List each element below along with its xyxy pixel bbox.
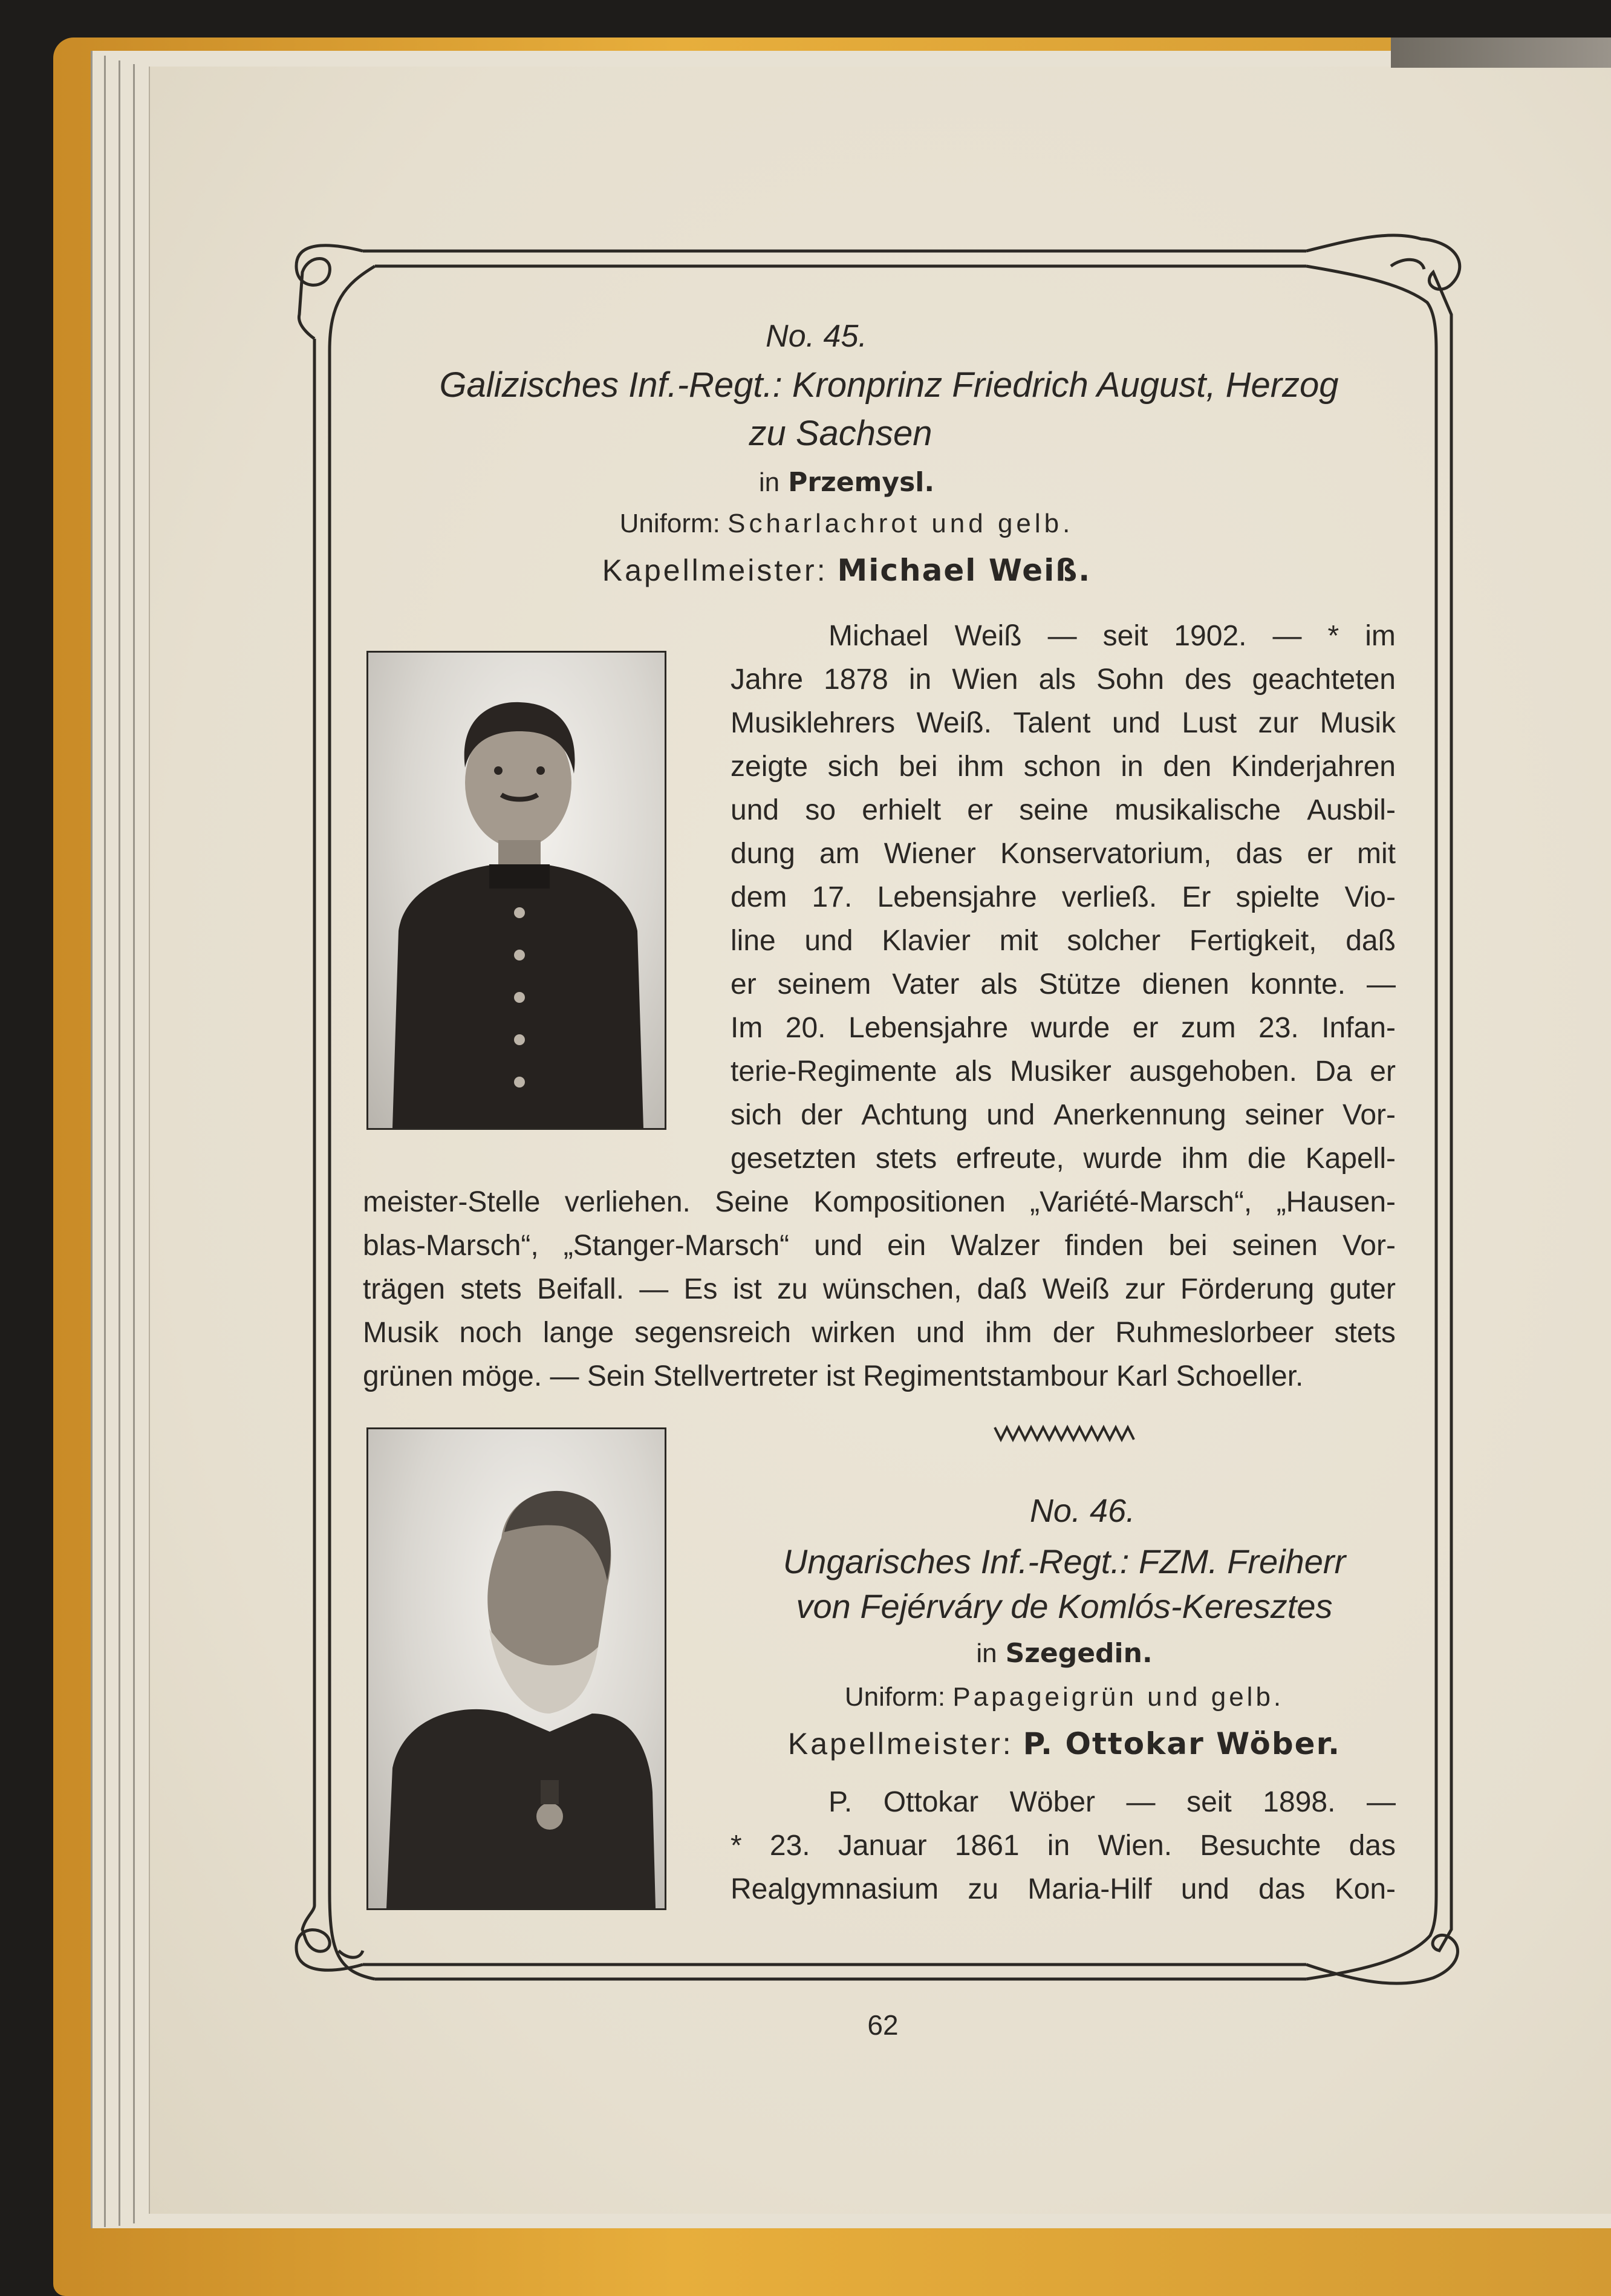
entry-45-text-line xyxy=(731,832,1396,876)
word: zeigte xyxy=(731,751,809,783)
word: in xyxy=(908,664,932,696)
word: in xyxy=(1047,1830,1070,1862)
word: — xyxy=(1366,1786,1396,1818)
word: dung xyxy=(731,838,795,870)
word: er xyxy=(1370,1055,1396,1088)
entry-45-title-line1: Galizisches Inf.-Regt.: Kronprinz Friedrich August, Herzog xyxy=(439,365,1339,405)
word: Stütze xyxy=(1038,968,1121,1000)
word: Im xyxy=(731,1012,763,1044)
entry-45-text-line xyxy=(731,1094,1396,1137)
portrait-illustration xyxy=(368,1429,665,1908)
entry-45-uniform-line xyxy=(544,506,1149,542)
word: ihm xyxy=(1181,1143,1229,1175)
word: als xyxy=(954,1055,992,1088)
word: die xyxy=(1247,1143,1286,1175)
word: als xyxy=(980,968,1018,1000)
word: Förderung xyxy=(1180,1273,1315,1305)
word: mit xyxy=(1357,838,1396,870)
word: Seine xyxy=(715,1186,789,1218)
word: Vater xyxy=(892,968,960,1000)
word: er xyxy=(1307,838,1333,870)
word: schon xyxy=(1023,751,1101,783)
word: Wien xyxy=(952,664,1018,696)
entry-45-number: No. 45. xyxy=(766,319,867,354)
word: Musik xyxy=(363,1317,439,1349)
entry-45-text-line xyxy=(731,1006,1396,1050)
word: dem xyxy=(731,881,787,913)
word: wurde xyxy=(1030,1012,1110,1044)
word: Kinderjahren xyxy=(1231,751,1396,783)
word: Infan- xyxy=(1321,1012,1396,1044)
word: verließ. xyxy=(1061,881,1157,913)
word: Da xyxy=(1315,1055,1352,1088)
word: er xyxy=(1132,1012,1159,1044)
word: 1878 xyxy=(824,664,888,696)
word: Maria-Hilf xyxy=(1027,1873,1152,1905)
entry-45-text-line xyxy=(731,745,1396,789)
word: noch xyxy=(459,1317,522,1349)
entry-45-text-line xyxy=(363,1224,1396,1268)
word: bei xyxy=(1168,1230,1208,1262)
word: daß xyxy=(1346,925,1396,957)
word: 1898. xyxy=(1263,1786,1336,1818)
word: in xyxy=(1121,751,1144,783)
word: seit xyxy=(1102,620,1148,652)
entry-45-text-line xyxy=(363,1268,1396,1311)
word: wünschen, xyxy=(822,1273,962,1305)
word: gesetzten xyxy=(731,1143,857,1175)
word: solcher xyxy=(1067,925,1161,957)
word: stets xyxy=(1334,1317,1396,1349)
word: Michael xyxy=(828,620,929,652)
word: zur xyxy=(1124,1273,1165,1305)
entry-46-uniform-label: Uniform: xyxy=(844,1682,946,1712)
word: Vor- xyxy=(1342,1099,1396,1131)
page-number: 62 xyxy=(867,2009,899,2041)
word: Wiener xyxy=(884,838,976,870)
word: finden xyxy=(1064,1230,1144,1262)
portrait-illustration xyxy=(368,653,665,1128)
word: und xyxy=(804,925,853,957)
word: — xyxy=(1126,1786,1156,1818)
word: Fertigkeit, xyxy=(1189,925,1317,957)
word: seine xyxy=(1019,794,1089,826)
entry-45-text-line xyxy=(363,1181,1396,1224)
word: Ottokar xyxy=(883,1786,979,1818)
word: am xyxy=(819,838,860,870)
word: spielte xyxy=(1235,881,1320,913)
entry-46-uniform-line xyxy=(762,1679,1367,1715)
word: mit xyxy=(999,925,1038,957)
word: — xyxy=(1366,968,1396,1000)
word: im xyxy=(1365,620,1396,652)
word: Wöber xyxy=(1009,1786,1095,1818)
word: dienen xyxy=(1142,968,1229,1000)
word: des xyxy=(1185,664,1232,696)
word: und xyxy=(916,1317,965,1349)
word: — xyxy=(1272,620,1302,652)
word: Ausbil- xyxy=(1307,794,1396,826)
word: P. xyxy=(828,1786,853,1818)
word: ist xyxy=(732,1273,762,1305)
word: und xyxy=(731,794,779,826)
word: seinem xyxy=(777,968,871,1000)
word: seiner xyxy=(1245,1099,1324,1131)
word: Es xyxy=(683,1273,718,1305)
word: wirken xyxy=(812,1317,896,1349)
entry-45-text-line xyxy=(731,1137,1396,1181)
entry-45-text-line xyxy=(363,1311,1396,1355)
word: Lust xyxy=(1182,707,1237,739)
word: als xyxy=(1038,664,1076,696)
word: und xyxy=(814,1230,863,1262)
portrait-michael-weiss xyxy=(366,651,666,1130)
word: das xyxy=(1235,838,1283,870)
word: Januar xyxy=(838,1830,927,1862)
word: Klavier xyxy=(882,925,971,957)
word: * xyxy=(1327,620,1339,652)
word: das xyxy=(1349,1830,1396,1862)
entry-46-kapellmeister-label: Kapellmeister: xyxy=(787,1727,1014,1761)
word: line xyxy=(731,925,776,957)
word: Talent xyxy=(1013,707,1091,739)
word: seit xyxy=(1186,1786,1232,1818)
word: meister-Stelle xyxy=(363,1186,541,1218)
entry-45-text-line xyxy=(731,876,1396,919)
word: 1902. xyxy=(1174,620,1247,652)
word: er xyxy=(967,794,993,826)
entry-46-title-line1: Ungarisches Inf.-Regt.: FZM. Freiherr xyxy=(783,1542,1346,1580)
word: ihm xyxy=(985,1317,1032,1349)
zigzag-separator-icon xyxy=(992,1421,1137,1446)
word: lange xyxy=(542,1317,614,1349)
word: Musiker xyxy=(1009,1055,1111,1088)
entry-45-text-line xyxy=(731,702,1396,745)
word: Sohn xyxy=(1096,664,1165,696)
word: ausgehoben. xyxy=(1129,1055,1297,1088)
word: „Variété-Marsch“, xyxy=(1030,1186,1252,1218)
word: den xyxy=(1163,751,1212,783)
word: ihm xyxy=(957,751,1004,783)
word: „Hausen- xyxy=(1276,1186,1396,1218)
word: zum xyxy=(1180,1012,1236,1044)
entry-45-text-line xyxy=(731,919,1396,963)
word: Kon- xyxy=(1334,1873,1396,1905)
word: Beifall. xyxy=(536,1273,625,1305)
word: Jahre xyxy=(731,664,804,696)
word: konnte. xyxy=(1250,968,1346,1000)
word: 17. xyxy=(812,881,853,913)
entry-46-location-prefix: in xyxy=(976,1639,997,1668)
word: erhielt xyxy=(862,794,942,826)
word: 20. xyxy=(785,1012,826,1044)
word: guter xyxy=(1329,1273,1396,1305)
word: * xyxy=(731,1830,742,1862)
word: terie-Regimente xyxy=(731,1055,937,1088)
word: Musiklehrers xyxy=(731,707,896,739)
word: Musik xyxy=(1320,707,1396,739)
entry-45-title-line2: zu Sachsen xyxy=(749,414,932,453)
word: und xyxy=(986,1099,1035,1131)
word: Vor- xyxy=(1342,1230,1396,1262)
entry-45-text-line xyxy=(731,1050,1396,1094)
entry-46-text-line xyxy=(731,1824,1396,1868)
entry-46-number: No. 46. xyxy=(1029,1493,1136,1529)
word: sich xyxy=(827,751,879,783)
word: — xyxy=(639,1273,669,1305)
word: das xyxy=(1258,1873,1306,1905)
word: Konservatorium, xyxy=(1000,838,1212,870)
word: Walzer xyxy=(951,1230,1040,1262)
entry-46-kapellmeister-line xyxy=(726,1724,1403,1764)
word: 23. xyxy=(1258,1012,1299,1044)
word: seinen xyxy=(1232,1230,1318,1262)
entry-45-location-prefix: in xyxy=(758,468,780,497)
word: erfreute, xyxy=(955,1143,1064,1175)
word: Weiß. xyxy=(916,707,992,739)
word: wurde xyxy=(1083,1143,1163,1175)
word: Kompositionen xyxy=(813,1186,1006,1218)
word: so xyxy=(805,794,836,826)
word: Er xyxy=(1182,881,1211,913)
word: Besuchte xyxy=(1200,1830,1321,1862)
word: und xyxy=(1111,707,1160,739)
word: Weiß xyxy=(1042,1273,1110,1305)
word: Anerkennung xyxy=(1053,1099,1226,1131)
word: geachteten xyxy=(1252,664,1396,696)
word: bei xyxy=(899,751,938,783)
word: der xyxy=(1052,1317,1095,1349)
entry-46-title-line2: von Fejérváry de Komlós-Keresztes xyxy=(796,1587,1333,1625)
entry-46-kapellmeister: P. Ottokar Wöber. xyxy=(1023,1726,1341,1761)
entry-45-location-line xyxy=(695,465,998,501)
entry-45-kapellmeister-line xyxy=(544,550,1149,590)
word: Realgymnasium xyxy=(731,1873,939,1905)
entry-46-uniform: Papageigrün und gelb. xyxy=(952,1682,1284,1712)
entry-46-text-line xyxy=(828,1781,1396,1824)
entry-46-text-line xyxy=(731,1868,1396,1911)
entry-45-text-line xyxy=(828,615,1396,658)
word: ein xyxy=(887,1230,926,1262)
entry-46-location: Szegedin. xyxy=(1005,1638,1153,1669)
word: — xyxy=(1047,620,1077,652)
entry-45-location: Przemysl. xyxy=(788,467,935,498)
text-segment: grünen möge. — Sein Stellvertreter ist Regimentstambour Karl Schoeller. xyxy=(363,1360,1304,1392)
entry-46-location-line xyxy=(907,1636,1222,1672)
entry-45-text-line xyxy=(731,789,1396,832)
entry-45-text-line xyxy=(731,963,1396,1006)
word: Wien. xyxy=(1098,1830,1173,1862)
entry-45-kapellmeister: Michael Weiß. xyxy=(837,553,1092,588)
entry-45-text-line xyxy=(731,658,1396,702)
word: blas-Marsch“, xyxy=(363,1230,539,1262)
word: musikalische xyxy=(1115,794,1281,826)
word: Kapell- xyxy=(1305,1143,1396,1175)
word: Vio- xyxy=(1344,881,1396,913)
word: 1861 xyxy=(954,1830,1020,1862)
word: und xyxy=(1180,1873,1229,1905)
word: stets xyxy=(875,1143,937,1175)
word: Lebensjahre xyxy=(877,881,1037,913)
word: er xyxy=(731,968,757,1000)
word: segensreich xyxy=(634,1317,792,1349)
word: der xyxy=(801,1099,843,1131)
word: stets xyxy=(460,1273,522,1305)
word: zur xyxy=(1258,707,1299,739)
entry-45-text-line xyxy=(363,1355,1396,1398)
entry-45-kapellmeister-label: Kapellmeister: xyxy=(602,553,828,587)
word: zu xyxy=(776,1273,808,1305)
word: Lebensjahre xyxy=(848,1012,1009,1044)
word: zu xyxy=(968,1873,999,1905)
word: daß xyxy=(977,1273,1027,1305)
word: Achtung xyxy=(861,1099,968,1131)
word: sich xyxy=(731,1099,783,1131)
entry-45-uniform: Scharlachrot und gelb. xyxy=(727,509,1074,538)
word: 23. xyxy=(769,1830,810,1862)
entry-45-uniform-label: Uniform: xyxy=(619,509,720,538)
portrait-ottokar-woeber xyxy=(366,1427,666,1910)
word: Weiß xyxy=(954,620,1022,652)
word: Ruhmeslorbeer xyxy=(1115,1317,1314,1349)
word: trägen xyxy=(363,1273,446,1305)
word: „Stanger-Marsch“ xyxy=(563,1230,790,1262)
word: verliehen. xyxy=(564,1186,691,1218)
